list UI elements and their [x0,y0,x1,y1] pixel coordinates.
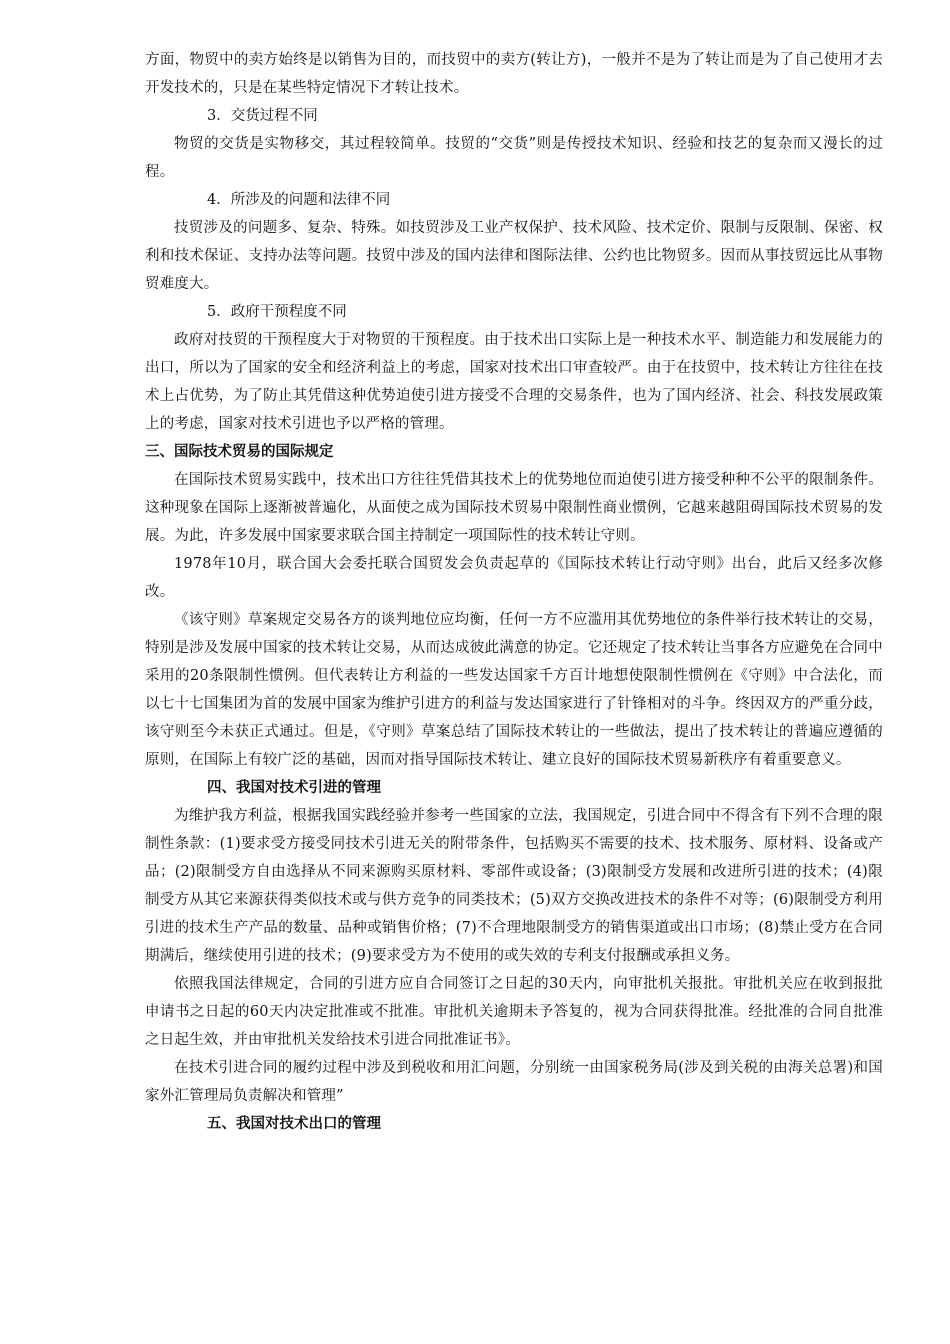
section-heading-5: 五、我国对技术出口的管理 [207,1116,381,1132]
paragraph-approval-procedure: 依照我国法律规定，合同的引进方应自合同签订之日起的30天内，向审批机关报批。审批机关应在收到报批申请书之日起的60天内决定批准或不批准。审批机关逾期未予答复的，视为合同获得批准。经批准的合同自批准之日起生效，并由审批机关发给技术引进合同批准证书》。 [145,976,883,1048]
section-heading-4: 四、我国对技术引进的管理 [207,780,381,796]
numbered-heading-3: 3．交货过程不同 [207,108,318,124]
paragraph-government-intervention: 政府对技贸的干预程度大于对物贸的干预程度。由于技术出口实际上是一种技术水平、制造能力和发展能力的出口，所以为了国家的安全和经济利益上的考虑，国家对技术出口审查较严。由于在技贸中，技术转让方往往在技术上占优势，为了防止其凭借这种优势迫使引进方接受不合理的交易条件，也为了国内经济、社会、科技发展政策上的考虑，国家对技术引进也予以严格的管理。 [145,332,883,432]
section-heading-3: 三、国际技术贸易的国际规定 [145,444,334,460]
paragraph-tax-forex: 在技术引进合同的履约过程中涉及到税收和用汇问题，分别统一由国家税务局(涉及到关税的由海关总署)和国家外汇管理局负责解决和管理” [145,1060,883,1104]
paragraph-code-draft: 《该守则》草案规定交易各方的谈判地位应均衡，任何一方不应滥用其优势地位的条件举行技术转让的交易，特别是涉及发展中国家的技术转让交易，从而达成彼此满意的协定。它还规定了技术转让当事各方应避免在合同中采用的20条限制性惯例。但代表转让方利益的一些发达国家千方百计地想使限制性惯例在《守则》中合法化，而以七十七国集团为首的发展中国家为维护引进方的利益与发达国家进行了针锋相对的斗争。终因双方的严重分歧，该守则至今未获正式通过。但是，《守则》草案总结了国际技术转让的一些做法，提出了技术转让的普遍应遵循的原则，在国际上有较广泛的基础，因而对指导国际技术转让、建立良好的国际技术贸易新秩序有着重要意义。 [145,612,883,768]
paragraph-1978-code: 1978年10月，联合国大会委托联合国贸发会负责起草的《国际技术转让行动守则》出台，此后又经多次修改。 [145,556,883,600]
paragraph-international-practice: 在国际技术贸易实践中，技术出口方往往凭借其技术上的优势地位而迫使引进方接受种种不公平的限制条件。这种现象在国际上逐渐被普遍化，从面使之成为国际技术贸易中限制性商业惯例，它越来越阻碍国际技术贸易的发展。为此，许多发展中国家要求联合国主持制定一项国际性的技术转让守则。 [145,472,883,544]
document-body [145,46,883,1138]
paragraph-legal-issues: 技贸涉及的问题多、复杂、特殊。如技贸涉及工业产权保护、技术风险、技术定价、限制与反限制、保密、权利和技术保证、支持办法等问题。技贸中涉及的国内法律和图际法律、公约也比物贸多。因而从事技贸远比从事物贸难度大。 [145,220,883,292]
paragraph-restrictive-clauses: 为维护我方利益，根据我国实践经验并参考一些国家的立法，我国规定，引进合同中不得含有下列不合理的限制性条款：(1)要求受方接受同技术引进无关的附带条件，包括购买不需要的技术、技术服务、原材料、设备或产品；(2)限制受方自由选择从不同来源购买原材料、零部件或设备；(3)限制受方发展和改进所引进的技术；(4)限制受方从其它来源获得类似技术或与供方竞争的同类技术；(5)双方交换改进技术的条件不对等；(6)限制受方利用引进的技术生产产品的数量、品种或销售价格；(7)不合理地限制受方的销售渠道或出口市场；(8)禁止受方在合同期满后，继续使用引进的技术；(9)要求受方为不使用的或失效的专利支付报酬或承担义务。 [145,808,883,964]
paragraph-continuation: 方面，物贸中的卖方始终是以销售为目的，而技贸中的卖方(转让方)，一般并不是为了转让而是为了自己使用才去开发技术的，只是在某些特定情况下才转让技术。 [145,52,883,96]
numbered-heading-4: 4．所涉及的问题和法律不同 [207,192,391,208]
paragraph-delivery: 物贸的交货是实物移交，其过程较简单。技贸的“交货”则是传授技术知识、经验和技艺的复杂而又漫长的过程。 [145,136,883,180]
numbered-heading-5: 5．政府干预程度不同 [207,304,347,320]
